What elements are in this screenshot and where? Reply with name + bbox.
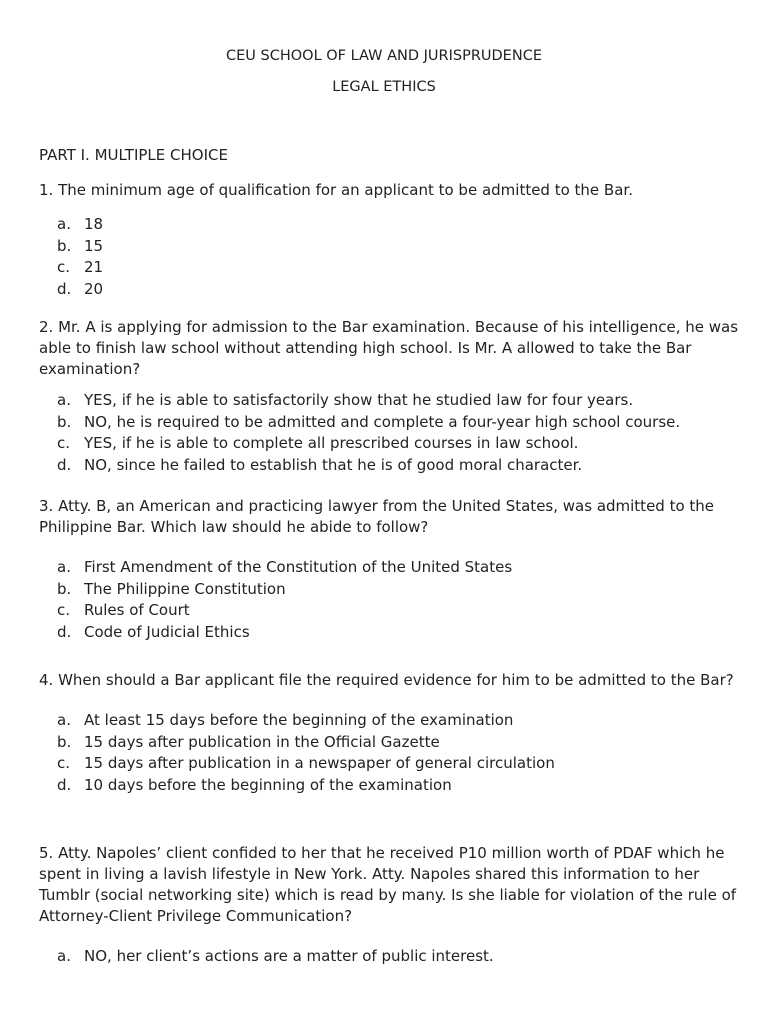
- option-text: NO, her client’s actions are a matter of public interest.: [84, 947, 494, 965]
- options-list: [39, 557, 739, 644]
- option-text: At least 15 days before the beginning of the examination: [84, 711, 514, 729]
- option-letter: a.: [57, 947, 71, 965]
- question-text: 5. Atty. Napoles’ client confided to her that he received P10 million worth of PDAF which he spent in living a lavish lifestyle in New York. Atty. Napoles shared this information to her Tumblr (social networking site) which is read by many. Is she liable for violation of the rule of Attorney-Client Privilege Communication?: [39, 844, 737, 925]
- option-d: [39, 775, 739, 797]
- option-letter: a.: [57, 711, 71, 729]
- option-letter: d.: [57, 280, 72, 299]
- option-letter: d.: [57, 456, 72, 475]
- option-b: [39, 579, 739, 601]
- option-letter: d.: [57, 623, 72, 642]
- option-c: [39, 600, 739, 622]
- question-text: 1. The minimum age of qualification for an applicant to be admitted to the Bar.: [39, 181, 633, 199]
- question-1: [39, 180, 739, 301]
- option-b: [39, 412, 739, 434]
- question-3: [39, 496, 739, 644]
- option-letter: b.: [57, 579, 72, 598]
- option-letter: b.: [57, 236, 72, 255]
- option-c: [39, 257, 739, 279]
- option-a: [39, 946, 739, 968]
- option-letter: d.: [57, 776, 72, 795]
- option-d: [39, 622, 739, 644]
- option-text: The Philippine Constitution: [84, 579, 286, 598]
- option-letter: c.: [57, 258, 71, 277]
- option-text: Rules of Court: [84, 601, 190, 620]
- option-d: [39, 279, 739, 301]
- option-a: [39, 390, 739, 412]
- options-list: [39, 946, 739, 968]
- options-list: [39, 214, 739, 301]
- option-text: First Amendment of the Constitution of the United States: [84, 558, 513, 576]
- options-list: [39, 710, 739, 797]
- option-letter: b.: [57, 732, 72, 751]
- subject-title: LEGAL ETHICS: [332, 79, 436, 95]
- option-text: 15: [84, 236, 104, 255]
- question-5: [39, 843, 739, 968]
- option-letter: a.: [57, 215, 71, 233]
- option-letter: c.: [57, 601, 71, 620]
- option-text: NO, since he failed to establish that he is of good moral character.: [84, 456, 583, 475]
- question-2: [39, 317, 739, 477]
- option-b: [39, 732, 739, 754]
- question-text: 2. Mr. A is applying for admission to the Bar examination. Because of his intelligence, he was able to finish law school without attending high school. Is Mr. A allowed to take the Bar examination?: [39, 318, 739, 378]
- option-c: [39, 433, 739, 455]
- option-text: Code of Judicial Ethics: [84, 623, 250, 642]
- option-letter: a.: [57, 391, 71, 409]
- option-letter: b.: [57, 412, 72, 431]
- option-text: YES, if he is able to complete all prescribed courses in law school.: [84, 434, 579, 453]
- option-text: 10 days before the beginning of the examination: [84, 776, 452, 795]
- option-text: 15 days after publication in the Official Gazette: [84, 732, 440, 751]
- part-heading: PART I. MULTIPLE CHOICE: [39, 146, 228, 164]
- question-4: [39, 670, 739, 797]
- question-text: 4. When should a Bar applicant file the required evidence for him to be admitted to the Bar?: [39, 671, 734, 689]
- option-text: 15 days after publication in a newspaper of general circulation: [84, 754, 555, 773]
- option-text: 20: [84, 280, 104, 299]
- option-b: [39, 236, 739, 258]
- option-c: [39, 753, 739, 775]
- option-d: [39, 455, 739, 477]
- option-a: [39, 214, 739, 236]
- options-list: [39, 390, 739, 477]
- option-a: [39, 710, 739, 732]
- option-letter: c.: [57, 754, 71, 773]
- question-text: 3. Atty. B, an American and practicing lawyer from the United States, was admitted to the Philippine Bar. Which law should he abide to follow?: [39, 497, 715, 536]
- option-text: 18: [84, 215, 104, 233]
- option-letter: c.: [57, 434, 71, 453]
- option-text: YES, if he is able to satisfactorily show that he studied law for four years.: [84, 391, 634, 409]
- school-title: CEU SCHOOL OF LAW AND JURISPRUDENCE: [226, 48, 542, 64]
- option-letter: a.: [57, 558, 71, 576]
- option-a: [39, 557, 739, 579]
- option-text: 21: [84, 258, 104, 277]
- option-text: NO, he is required to be admitted and complete a four-year high school course.: [84, 412, 681, 431]
